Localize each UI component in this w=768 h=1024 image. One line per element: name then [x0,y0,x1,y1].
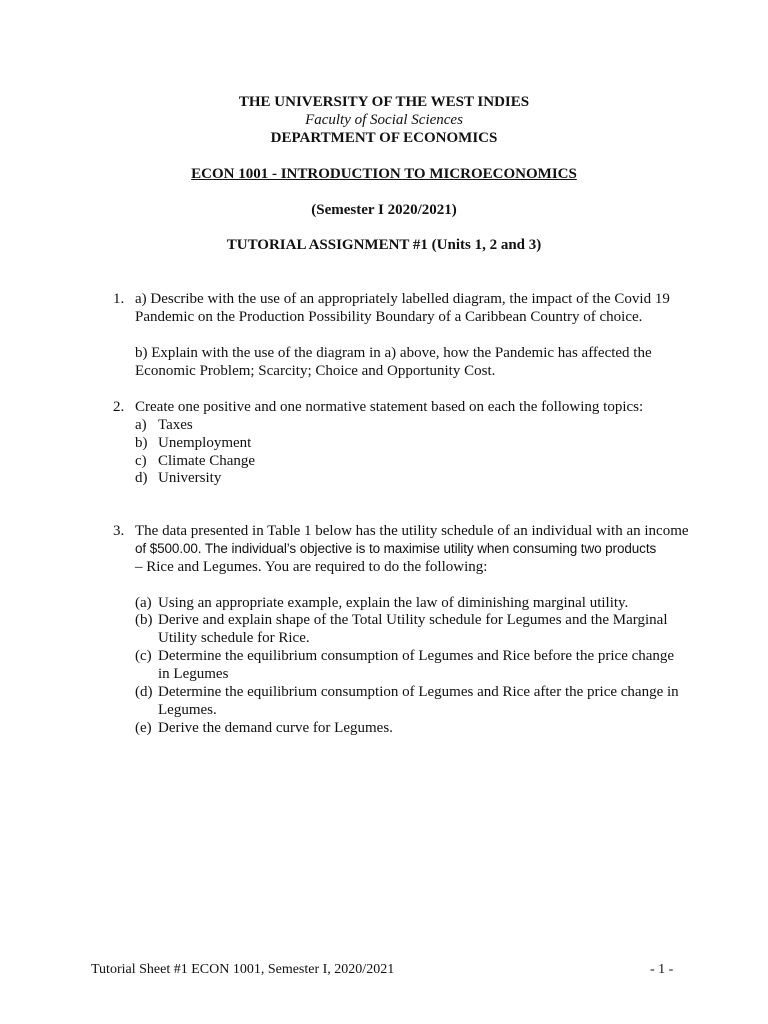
question-3-part-marker: (e) [135,720,152,736]
question-2-text: Create one positive and one normative statement based on each the following topics: [135,399,644,415]
semester-label: (Semester I 2020/2021) [311,202,457,218]
question-3-line-2: of $500.00. The individual’s objective is to maximise utility when consuming two products [135,541,657,556]
question-2-item-label: Taxes [158,417,193,433]
question-3-part-text-cont: Legumes. [158,702,217,718]
department-name: DEPARTMENT OF ECONOMICS [270,130,498,146]
question-2-item-marker: a) [135,417,147,433]
question-3-number: 3. [113,523,125,539]
question-1a-line-2: Pandemic on the Production Possibility Boundary of a Caribbean Country of choice. [135,309,643,325]
question-3-part-marker: (d) [135,684,153,700]
page-number: - 1 - [650,962,674,977]
question-2-item-marker: c) [135,453,147,469]
question-3-part-marker: (c) [135,648,152,664]
question-1b-line-1: b) Explain with the use of the diagram in a) above, how the Pandemic has affected the [135,345,652,361]
question-3-part-marker: (a) [135,595,152,611]
question-2-item-marker: d) [135,470,148,486]
question-2-item-marker: b) [135,435,148,451]
question-3-part-text-cont: in Legumes [158,666,229,682]
question-1a-line-1: a) Describe with the use of an appropriately labelled diagram, the impact of the Covid 19 [135,291,670,307]
question-3-part-text: Determine the equilibrium consumption of Legumes and Rice after the price change in [158,684,679,700]
question-3-part-text-cont: Utility schedule for Rice. [158,630,310,646]
university-title: THE UNIVERSITY OF THE WEST INDIES [238,94,530,110]
question-2-item-label: Climate Change [158,453,256,469]
question-3-part-text: Derive and explain shape of the Total Utility schedule for Legumes and the Marginal [158,612,668,628]
question-3-part-text: Determine the equilibrium consumption of Legumes and Rice before the price change [158,648,675,664]
question-1-number: 1. [113,291,125,307]
question-2-item-label: University [158,470,222,486]
question-3-line-3: – Rice and Legumes. You are required to do the following: [135,559,488,575]
question-3-part-text: Using an appropriate example, explain the law of diminishing marginal utility. [158,595,629,611]
question-1b-line-2: Economic Problem; Scarcity; Choice and Opportunity Cost. [135,363,496,379]
question-3-part-text: Derive the demand curve for Legumes. [158,720,393,736]
footer-text: Tutorial Sheet #1 ECON 1001, Semester I, 2020/2021 [91,962,395,977]
assignment-title: TUTORIAL ASSIGNMENT #1 (Units 1, 2 and 3) [226,237,542,253]
question-3-part-marker: (b) [135,612,153,628]
question-2-item-label: Unemployment [158,435,252,451]
course-title: ECON 1001 - INTRODUCTION TO MICROECONOMICS [191,166,577,182]
question-2-number: 2. [113,399,125,415]
question-3-line-1: The data presented in Table 1 below has the utility schedule of an individual with an income [135,523,689,539]
faculty-name: Faculty of Social Sciences [305,112,463,128]
